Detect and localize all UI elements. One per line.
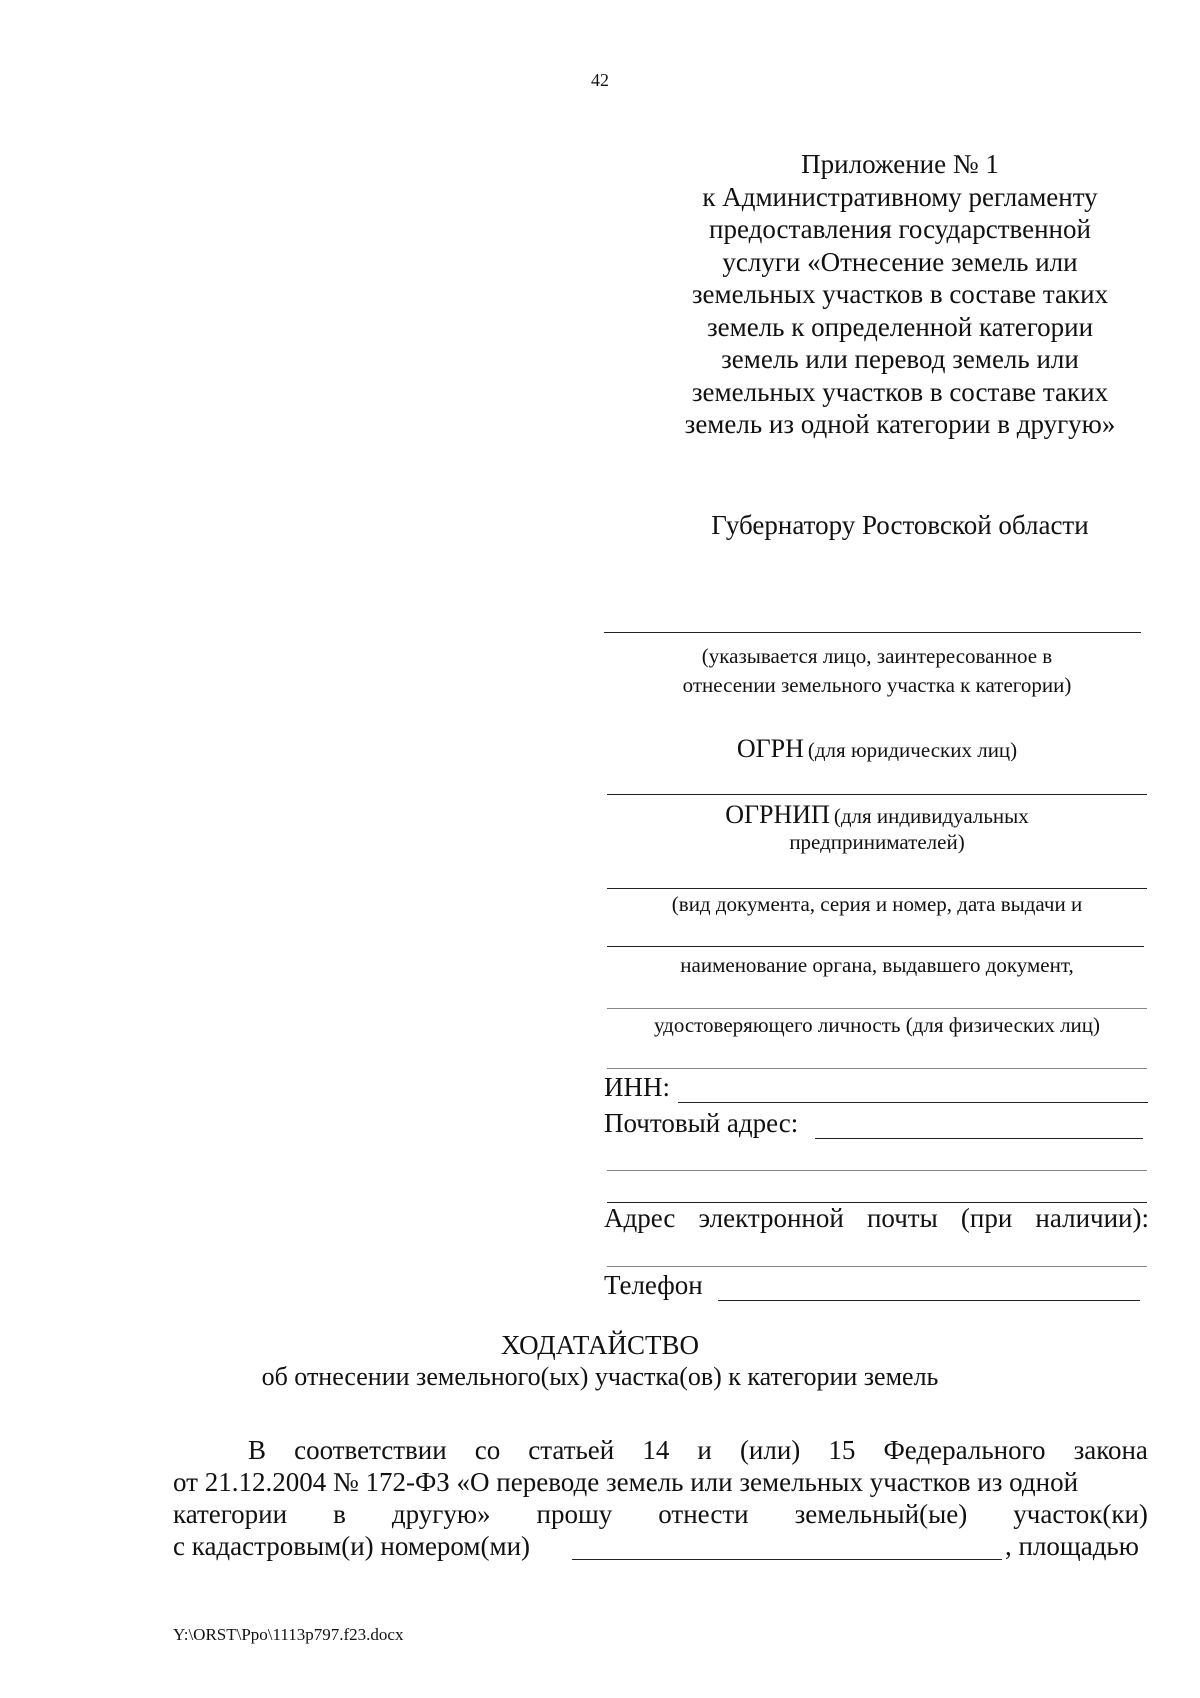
ogrn-label: ОГРН bbox=[736, 734, 804, 763]
postal-label: Почтовый адрес: bbox=[604, 1108, 799, 1138]
body-word: другую» bbox=[391, 1499, 491, 1529]
body-word: со bbox=[474, 1435, 501, 1465]
body-word: в bbox=[333, 1499, 346, 1529]
applicant-name-line[interactable] bbox=[604, 632, 1141, 633]
page-number: 42 bbox=[591, 70, 609, 90]
body-line-1 bbox=[248, 1434, 1148, 1466]
doc-hint-3: удостоверяющего личность (для физических лиц) bbox=[653, 1013, 1101, 1037]
email-line[interactable] bbox=[607, 1266, 1147, 1267]
postal-row bbox=[604, 1108, 1150, 1139]
applicant-hint-2: отнесении земельного участка к категории) bbox=[682, 673, 1072, 697]
ogrn-hint: (для юридических лиц) bbox=[807, 738, 1018, 762]
doc-line-1[interactable] bbox=[607, 946, 1144, 947]
appendix-line: земель к определенной категории bbox=[706, 311, 1094, 342]
appendix-line: земель из одной категории в другую» bbox=[684, 409, 1116, 439]
ogrnip-label: ОГРНИП bbox=[725, 800, 830, 829]
appendix-heading bbox=[660, 148, 1140, 441]
petition-title: ХОДАТАЙСТВО bbox=[501, 1330, 699, 1360]
body-word: категории bbox=[173, 1499, 288, 1529]
ogrnip-hint-2: предпринимателей) bbox=[789, 830, 965, 854]
doc-hint-1: (вид документа, серия и номер, дата выдачи и bbox=[671, 892, 1083, 916]
body-word: отнести bbox=[658, 1499, 749, 1529]
email-word: наличии): bbox=[1035, 1203, 1149, 1233]
body-line-4 bbox=[173, 1530, 1148, 1562]
email-word: почты bbox=[866, 1203, 938, 1233]
email-word: электронной bbox=[698, 1203, 844, 1233]
body-word: участок(ки) bbox=[1013, 1499, 1148, 1529]
appendix-line: предоставления государственной bbox=[709, 214, 1091, 244]
body-word: 15 bbox=[828, 1435, 856, 1465]
ogrnip-hint-1: (для индивидуальных bbox=[833, 804, 1029, 828]
phone-line[interactable] bbox=[718, 1300, 1140, 1301]
appendix-line: Приложение № 1 bbox=[801, 149, 999, 179]
email-word: Адрес bbox=[604, 1203, 676, 1233]
body-word: В bbox=[248, 1435, 267, 1465]
body-word: статьей bbox=[528, 1435, 615, 1465]
postal-line-1[interactable] bbox=[815, 1138, 1143, 1139]
body-word: Федерального bbox=[883, 1435, 1046, 1465]
body-word: и bbox=[697, 1435, 712, 1465]
appendix-line: земель или перевод земель или bbox=[721, 344, 1079, 374]
file-path-footer: Y:\ORST\Ppo\1113p797.f23.docx bbox=[173, 1625, 404, 1644]
body-line-2: от 21.12.2004 № 172-ФЗ «О переводе земель или земельных участков из одной bbox=[173, 1467, 1079, 1497]
doc-hint-2: наименование органа, выдавшего документ, bbox=[680, 953, 1074, 977]
body-word: прошу bbox=[536, 1499, 613, 1529]
doc-line-3[interactable] bbox=[607, 1068, 1147, 1069]
ogrnip-label-row bbox=[604, 800, 1150, 830]
email-word: (при bbox=[960, 1203, 1013, 1233]
appendix-line: услуги «Отнесение земель или bbox=[722, 246, 1078, 277]
ogrnip-line[interactable] bbox=[607, 888, 1147, 889]
appendix-line: земельных участков в составе таких bbox=[691, 376, 1109, 407]
body-word: 14 bbox=[642, 1435, 670, 1465]
cadastral-label: с кадастровым(и) номером(ми) bbox=[173, 1531, 531, 1561]
cadastral-number-line[interactable] bbox=[572, 1559, 1002, 1560]
body-word: соответствии bbox=[294, 1435, 447, 1465]
appendix-line: земельных участков в составе таких bbox=[691, 279, 1109, 309]
addressee: Губернатору Ростовской области bbox=[711, 510, 1089, 540]
email-label bbox=[604, 1203, 1149, 1234]
ogrn-line[interactable] bbox=[607, 794, 1147, 795]
body-word: закона bbox=[1073, 1435, 1148, 1465]
body-word: (или) bbox=[739, 1435, 801, 1465]
postal-line-2[interactable] bbox=[607, 1170, 1147, 1171]
phone-row bbox=[604, 1270, 1150, 1301]
appendix-line: к Административному регламенту bbox=[702, 181, 1098, 212]
area-label: , площадью bbox=[1005, 1531, 1139, 1561]
body-word: земельный(ые) bbox=[794, 1499, 968, 1529]
body-line-3 bbox=[173, 1498, 1148, 1530]
inn-label: ИНН: bbox=[604, 1072, 670, 1102]
ogrn-label-row bbox=[604, 734, 1150, 764]
phone-label: Телефон bbox=[604, 1270, 703, 1300]
inn-line[interactable] bbox=[678, 1102, 1148, 1103]
applicant-hint-1: (указывается лицо, заинтересованное в bbox=[701, 644, 1053, 668]
petition-subtitle: об отнесении земельного(ых) участка(ов) к категории земель bbox=[261, 1362, 939, 1391]
doc-line-2[interactable] bbox=[607, 1008, 1147, 1009]
inn-row bbox=[604, 1072, 1150, 1103]
